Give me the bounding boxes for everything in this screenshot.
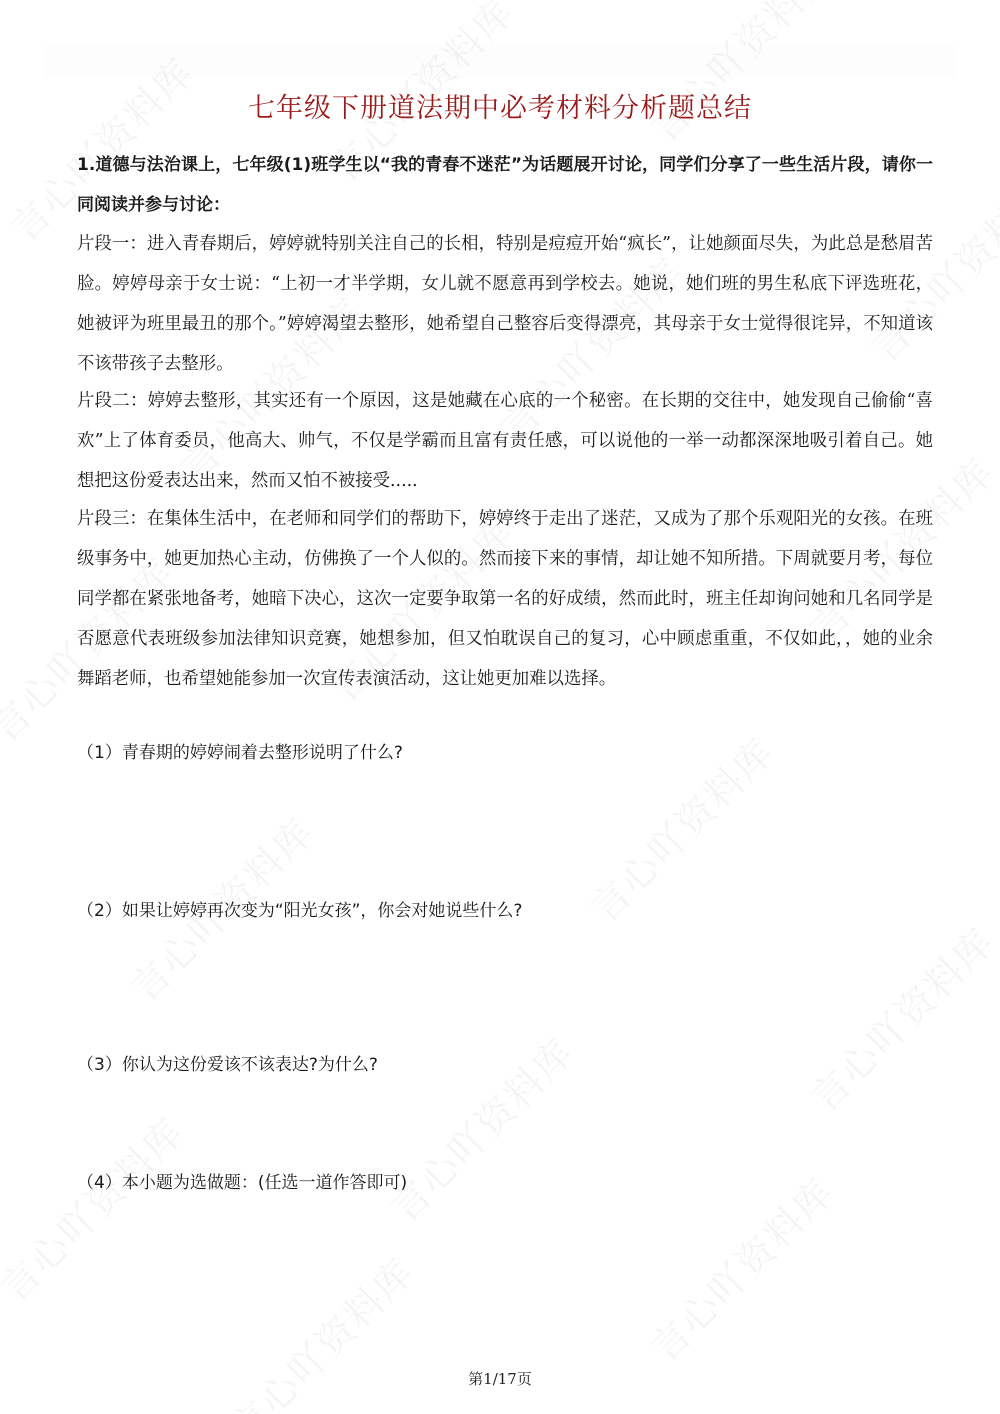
segment-2: 片段二：婷婷去整形，其实还有一个原因，这是她藏在心底的一个秘密。在长期的交往中，她发现自己偷偷“喜欢”上了体育委员，他高大、帅气，不仅是学霸而且富有责任感，可以说他的一举一动都深深地吸引着自己。她想把这份爱表达出来，然而又怕不被接受..... — [77, 391, 933, 491]
page-indicator: 第1/17页 — [468, 1370, 532, 1388]
sub-question-2: （2）如果让婷婷再次变为“阳光女孩”，你会对她说些什么? — [77, 901, 523, 921]
question-1-intro: 1.道德与法治课上，七年级(1)班学生以“我的青春不迷茫”为话题展开讨论，同学们分享了一些生活片段，请你一同阅读并参与讨论： — [77, 155, 933, 215]
answer-space-4 — [77, 1200, 933, 1350]
page-title: 七年级下册道法期中必考材料分析题总结 — [248, 93, 752, 124]
segment-3: 片段三：在集体生活中，在老师和同学们的帮助下，婷婷终于走出了迷茫，又成为了那个乐观阳光的女孩。在班级事务中，她更加热心主动，仿佛换了一个人似的。然而接下来的事情，却让她不知所措。下周就要月考，每位同学都在紧张地备考，她暗下决心，这次一定要争取第一名的好成绩，然而此时，班主任却询问她和几名同学是否愿意代表班级参加法律知识竞赛，她想参加，但又怕耽误自己的复习，心中顾虑重重，不仅如此，，她的业余舞蹈老师，也希望她能参加一次宣传表演活动，这让她更加难以选择。 — [77, 509, 933, 689]
sub-question-4: （4）本小题为选做题：(任选一道作答即可) — [77, 1173, 408, 1193]
sub-question-1: （1）青春期的婷婷闹着去整形说明了什么? — [77, 743, 403, 763]
header-band — [44, 44, 956, 78]
answer-space-3 — [77, 1082, 933, 1162]
answer-space-1 — [77, 770, 933, 890]
segment-1: 片段一：进入青春期后，婷婷就特别关注自己的长相，特别是痘痘开始“疯长”，让她颜面尽失，为此总是愁眉苦脸。婷婷母亲于女士说：“上初一才半学期，女儿就不愿意再到学校去。她说，她们班的男生私底下评选班花，她被评为班里最丑的那个。”婷婷渴望去整形，她希望自己整容后变得漂亮，其母亲于女士觉得很诧异，不知道该不该带孩子去整形。 — [77, 234, 933, 374]
sub-question-3: （3）你认为这份爱该不该表达?为什么? — [77, 1055, 378, 1075]
answer-space-2 — [77, 928, 933, 1043]
